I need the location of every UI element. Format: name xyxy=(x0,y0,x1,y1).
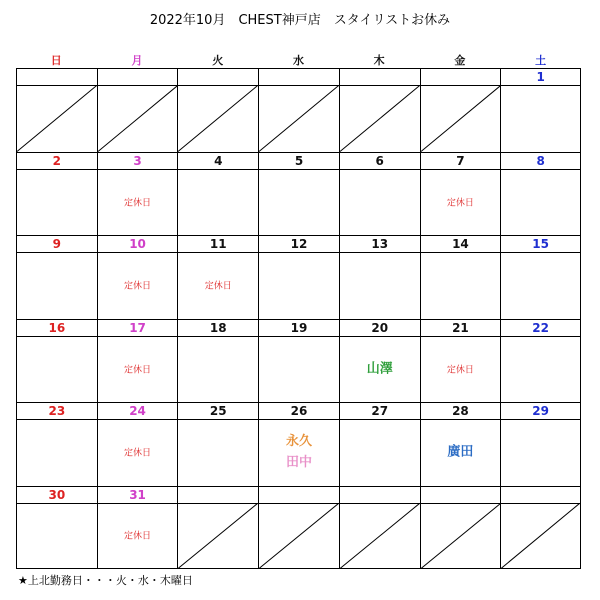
day-body xyxy=(421,169,501,236)
empty-day-cell xyxy=(97,68,178,152)
closed-day-label: 定休日 xyxy=(124,448,152,459)
closed-day-label: 定休日 xyxy=(446,198,474,209)
day-cell xyxy=(420,319,501,403)
day-cell xyxy=(500,68,581,152)
day-cell xyxy=(16,152,97,236)
day-number: 4 xyxy=(214,153,223,168)
day-number: 12 xyxy=(290,237,308,251)
day-number: 1 xyxy=(536,70,545,84)
staff-off-name: 廣田 xyxy=(447,444,474,460)
day-cell xyxy=(97,319,178,403)
day-body xyxy=(340,252,420,319)
day-cell xyxy=(500,235,581,319)
staff-off-name: 山澤 xyxy=(366,361,393,377)
day-cell xyxy=(177,152,258,236)
closed-day-label: 定休日 xyxy=(124,281,152,292)
day-body xyxy=(17,336,97,403)
day-body xyxy=(501,419,580,486)
day-cell xyxy=(500,152,581,236)
weekday-label: 金 xyxy=(454,54,466,67)
day-body xyxy=(421,336,501,403)
weekday-label: 日 xyxy=(50,54,62,67)
day-body xyxy=(178,252,258,319)
day-cell xyxy=(177,235,258,319)
day-cell xyxy=(258,402,339,486)
weekday-label: 土 xyxy=(535,54,547,67)
day-body xyxy=(501,169,580,236)
day-number: 3 xyxy=(133,153,142,168)
weekday-label: 火 xyxy=(212,54,224,67)
day-body xyxy=(17,419,97,486)
day-cell xyxy=(97,152,178,236)
day-body xyxy=(340,169,420,236)
day-body xyxy=(98,419,178,486)
day-number: 14 xyxy=(452,237,469,251)
day-body xyxy=(259,336,339,403)
day-number: 10 xyxy=(129,237,146,251)
day-number: 6 xyxy=(375,153,384,168)
closed-day-label: 定休日 xyxy=(124,531,152,542)
day-number: 30 xyxy=(48,487,66,502)
day-cell xyxy=(177,402,258,486)
calendar-grid xyxy=(16,68,581,569)
day-cell xyxy=(177,319,258,403)
day-body xyxy=(501,85,580,152)
day-body xyxy=(17,169,97,236)
day-cell xyxy=(339,152,420,236)
day-cell xyxy=(258,152,339,236)
day-cell xyxy=(420,235,501,319)
day-body xyxy=(259,419,339,486)
day-number: 16 xyxy=(48,320,66,335)
day-number: 11 xyxy=(209,237,227,251)
day-number: 25 xyxy=(209,404,227,418)
empty-day-cell xyxy=(500,486,581,570)
day-body xyxy=(98,169,178,236)
staff-off-name: 田中 xyxy=(285,455,312,471)
day-number: 2 xyxy=(52,153,62,168)
empty-day-cell xyxy=(258,486,339,570)
day-body xyxy=(17,503,97,569)
day-cell xyxy=(500,319,581,403)
day-cell xyxy=(420,152,501,236)
staff-off-list xyxy=(259,431,339,473)
diagonal-slash-mark xyxy=(259,487,339,569)
diagonal-slash-mark xyxy=(17,69,97,152)
day-number: 21 xyxy=(452,320,469,335)
diagonal-slash-mark xyxy=(178,487,258,569)
day-body xyxy=(340,419,420,486)
day-number: 23 xyxy=(48,404,66,418)
empty-day-cell xyxy=(339,486,420,570)
diagonal-slash-mark xyxy=(340,487,420,569)
day-number: 5 xyxy=(294,153,304,168)
empty-day-cell xyxy=(420,486,501,570)
day-cell xyxy=(97,486,178,570)
day-number: 31 xyxy=(129,487,146,502)
day-number: 24 xyxy=(129,404,146,418)
day-number: 17 xyxy=(129,320,146,335)
day-cell xyxy=(16,319,97,403)
diagonal-slash-mark xyxy=(421,69,501,152)
diagonal-slash-mark xyxy=(98,69,178,152)
day-body xyxy=(17,252,97,319)
empty-day-cell xyxy=(420,68,501,152)
day-body xyxy=(421,252,501,319)
empty-day-cell xyxy=(339,68,420,152)
day-cell xyxy=(97,402,178,486)
day-body xyxy=(501,252,580,319)
weekday-label: 木 xyxy=(373,54,385,67)
day-body xyxy=(178,419,258,486)
closed-day-label: 定休日 xyxy=(204,281,232,292)
closed-day-label: 定休日 xyxy=(446,365,474,376)
day-cell xyxy=(339,319,420,403)
day-number: 15 xyxy=(532,237,549,251)
day-number: 28 xyxy=(452,404,469,418)
day-number: 22 xyxy=(532,320,549,335)
diagonal-slash-mark xyxy=(501,487,580,569)
weekday-label: 月 xyxy=(131,54,143,67)
day-number: 8 xyxy=(536,153,545,168)
day-cell xyxy=(258,235,339,319)
diagonal-slash-mark xyxy=(421,487,501,569)
footnote: ★上北勤務日・・・火・水・木曜日 xyxy=(18,574,193,587)
day-body xyxy=(178,169,258,236)
day-cell xyxy=(339,402,420,486)
empty-day-cell xyxy=(16,68,97,152)
day-number: 27 xyxy=(371,404,389,418)
day-cell xyxy=(97,235,178,319)
day-body xyxy=(259,169,339,236)
day-body xyxy=(421,419,501,486)
diagonal-slash-mark xyxy=(340,69,420,152)
day-cell xyxy=(420,402,501,486)
empty-day-cell xyxy=(177,68,258,152)
diagonal-slash-mark xyxy=(178,69,258,152)
day-body xyxy=(259,252,339,319)
day-body xyxy=(501,336,580,403)
closed-day-label: 定休日 xyxy=(124,365,152,376)
day-body xyxy=(178,336,258,403)
day-number: 7 xyxy=(456,153,465,168)
day-body xyxy=(98,252,178,319)
day-number: 18 xyxy=(209,320,227,335)
closed-day-label: 定休日 xyxy=(124,198,152,209)
day-number: 19 xyxy=(290,320,308,335)
empty-day-cell xyxy=(177,486,258,570)
empty-day-cell xyxy=(258,68,339,152)
day-cell xyxy=(258,319,339,403)
page-title: 2022年10月 CHEST神戸店 スタイリストお休み xyxy=(149,13,451,28)
day-number: 29 xyxy=(532,404,549,418)
day-number: 13 xyxy=(371,237,389,251)
day-body xyxy=(340,336,420,403)
day-cell xyxy=(500,402,581,486)
weekday-label: 水 xyxy=(292,54,304,67)
day-number: 20 xyxy=(371,320,389,335)
day-cell xyxy=(339,235,420,319)
day-body xyxy=(98,336,178,403)
staff-off-name: 永久 xyxy=(285,434,312,450)
staff-off-list xyxy=(340,358,420,379)
diagonal-slash-mark xyxy=(259,69,339,152)
day-cell xyxy=(16,235,97,319)
staff-off-list xyxy=(421,442,501,463)
day-number: 26 xyxy=(290,404,308,418)
day-cell xyxy=(16,486,97,570)
day-cell xyxy=(16,402,97,486)
day-body xyxy=(98,503,178,569)
day-number: 9 xyxy=(52,237,62,251)
